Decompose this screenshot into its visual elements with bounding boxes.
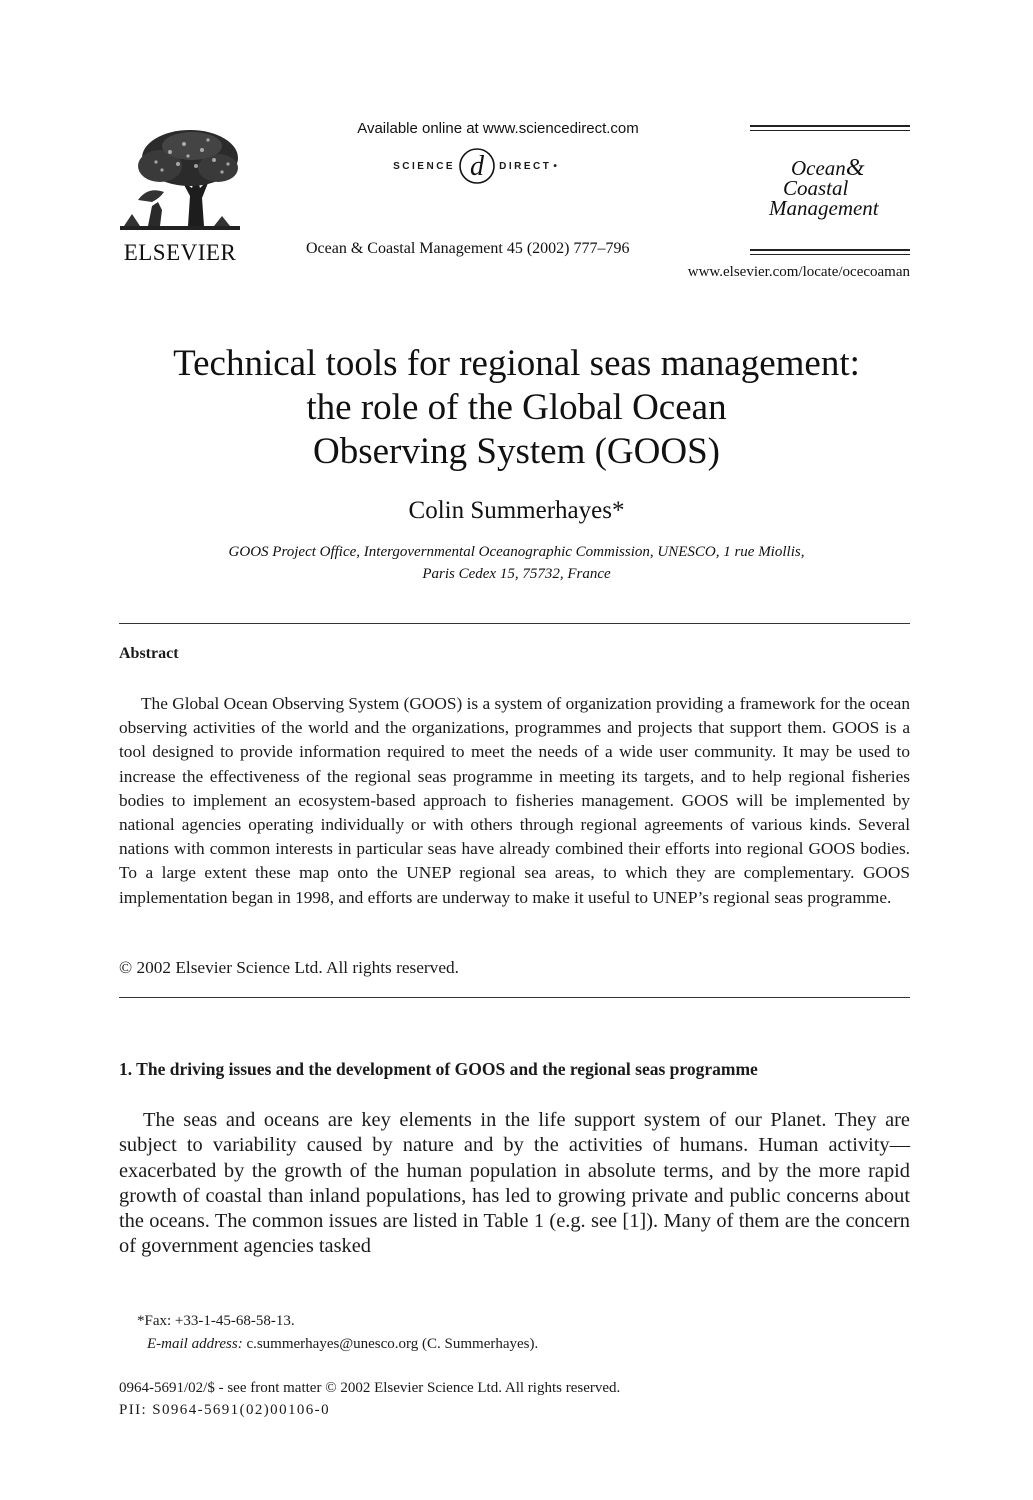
abstract-bottom-rule <box>119 997 910 998</box>
journal-logo-ocean: Ocean <box>791 156 846 180</box>
section-heading: 1. The driving issues and the development of GOOS and the regional seas programme <box>119 1059 758 1079</box>
available-online-text: Available online at www.sciencedirect.com <box>357 120 639 137</box>
elsevier-wordmark: ELSEVIER <box>123 240 237 265</box>
title-line: Observing System (GOOS) <box>313 431 720 472</box>
pii-line: PII: S0964-5691(02)00106-0 <box>119 1402 330 1418</box>
article-title <box>0 342 1033 474</box>
title-line: the role of the Global Ocean <box>306 387 727 428</box>
journal-logo-amp: & <box>845 155 865 181</box>
header-rule-top <box>750 125 910 134</box>
email-value[interactable]: c.summerhayes@unesco.org (C. Summerhayes). <box>242 1336 539 1352</box>
abstract-body: The Global Ocean Observing System (GOOS) is a system of organization providing a framework for the ocean observing activities of the world and the organizations, programmes and projects that support them. GOOS is a tool designed to provide information required to meet the needs of a wide user community. It may be used to increase the effectiveness of the regional seas programme in meeting its targets, and to help regional fisheries bodies to implement an ecosystem-based approach to fisheries management. GOOS will be implemented by national agencies operating individually or with others through regional agreements of various kinds. Several nations with common interests in particular seas have already combined their efforts into regional GOOS bodies. To a large extent these map onto the UNEP regional sea areas, to which they are complementary. GOOS implementation began in 1998, and efforts are underway to make it useful to UNEP’s regional seas programme. <box>119 694 910 907</box>
elsevier-tree-icon <box>118 126 242 238</box>
abstract-top-rule <box>119 623 910 624</box>
author-email-footnote <box>147 1336 538 1353</box>
sd-science-word: SCIENCE <box>393 160 456 172</box>
sciencedirect-d-icon <box>457 146 497 186</box>
journal-logo <box>765 155 899 220</box>
sd-mark-letter: d <box>470 151 485 182</box>
author-fax-footnote: *Fax: +33-1-45-68-58-13. <box>137 1313 295 1329</box>
author-name: Colin Summerhayes* <box>408 497 625 524</box>
title-line: Technical tools for regional seas management: <box>173 343 860 384</box>
email-label: E-mail address: <box>147 1336 243 1352</box>
sd-direct-word: DIRECT <box>499 160 552 172</box>
section-body: The seas and oceans are key elements in the life support system of our Planet. They are subject to variability caused by nature and by the activities of humans. Human activity—exacerbated by the growth of the human population in absolute terms, and by the more rapid growth of coastal than inland populations, has led to growing private and public concerns about the oceans. The common issues are listed in Table 1 (e.g. see [1]). Many of them are the concern of government agencies tasked <box>119 1109 910 1258</box>
journal-logo-coastal: Coastal <box>783 176 849 200</box>
abstract-heading: Abstract <box>119 645 179 662</box>
journal-url[interactable]: www.elsevier.com/locate/ocecoaman <box>687 264 910 280</box>
elsevier-logo <box>118 126 242 266</box>
front-matter-line: 0964-5691/02/$ - see front matter © 2002 Elsevier Science Ltd. All rights reserved. <box>119 1380 621 1396</box>
author-affiliation <box>150 541 883 585</box>
sciencedirect-logo <box>372 146 578 186</box>
affiliation-line: Paris Cedex 15, 75732, France <box>422 566 611 582</box>
abstract-copyright: © 2002 Elsevier Science Ltd. All rights reserved. <box>119 958 459 977</box>
journal-logo-management: Management <box>769 196 879 220</box>
journal-citation: Ocean & Coastal Management 45 (2002) 777–796 <box>306 240 630 257</box>
affiliation-line: GOOS Project Office, Intergovernmental Oceanographic Commission, UNESCO, 1 rue Miollis, <box>228 544 805 560</box>
header-rule-bottom <box>750 249 910 258</box>
sd-dot: • <box>553 160 557 172</box>
